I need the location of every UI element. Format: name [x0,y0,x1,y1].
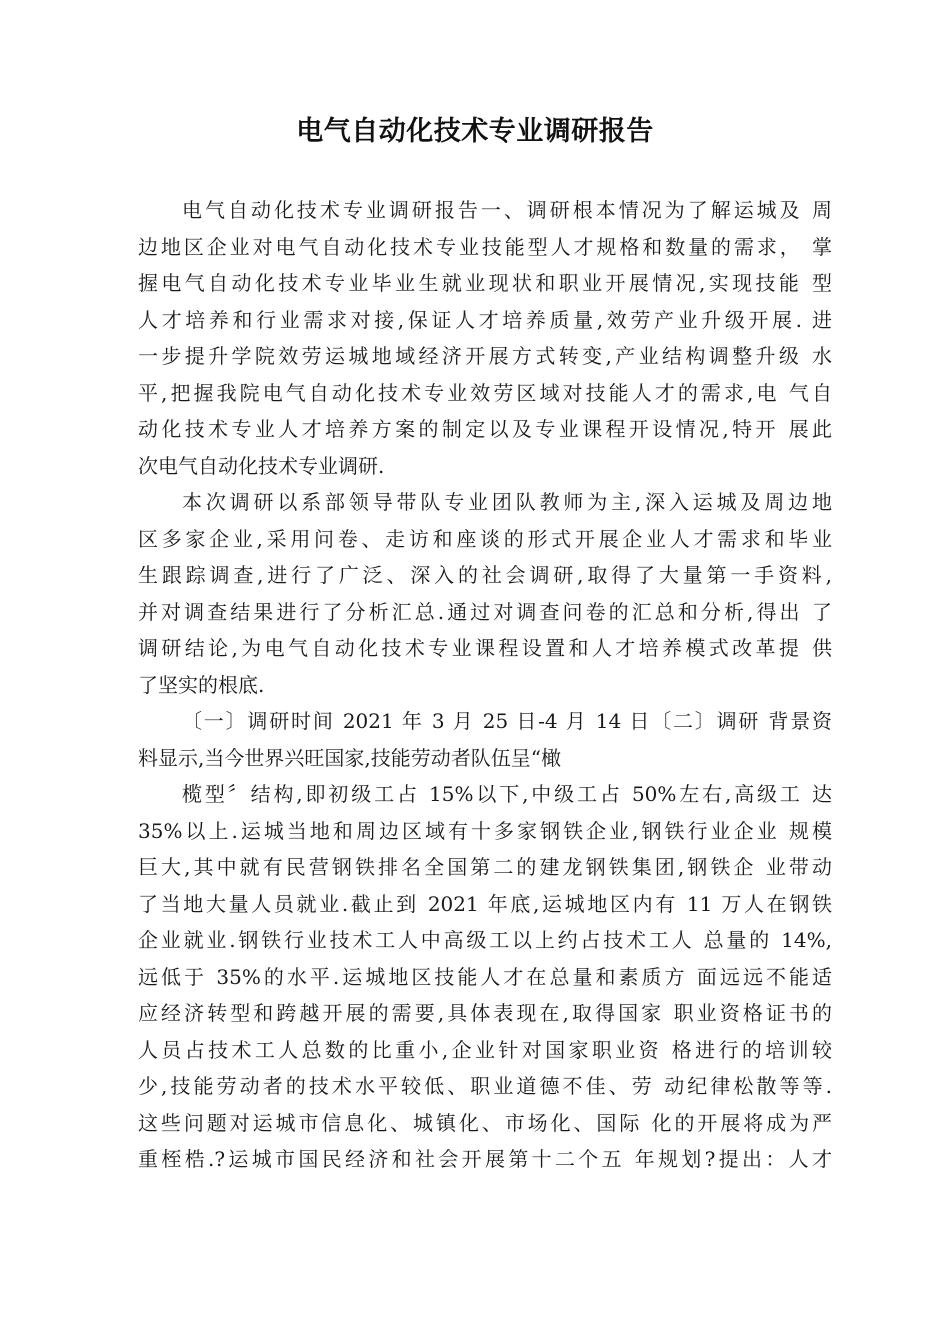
text-line: 电气自动化技术专业调研报告一、调研根本情况为了解运城及 周 [182,198,832,222]
text-line: 这些问题对运城市信息化、城镇化、市场化、国际 化的开展将成为严 [138,1110,832,1135]
document-title: 电气自动化技术专业调研报告 [296,116,654,147]
text-line: 动化技术专业人才培养方案的制定以及专业课程开设情况,特开 展此 [138,417,832,441]
text-line: 平,把握我院电气自动化技术专业效劳区域对技能人才的需求,电 气自 [138,380,832,405]
text-line: 了坚实的根底. [138,672,265,697]
text-line: 了当地大量人员就业.截止到 2021 年底,运城地区内有 11 万人在钢铁 [138,891,832,916]
document-body [138,192,832,1178]
text-line: 榄型〞结构,即初级工占 15%以下,中级工占 50%左右,高级工 达 [182,782,832,806]
text-line: 企业就业.钢铁行业技术工人中高级工以上约占技术工人 总量的 14%, [138,928,832,952]
text-line: 调研结论,为电气自动化技术专业课程设置和人才培养模式改革提 供 [138,636,832,660]
text-line: 〔一〕调研时间 2021 年 3 月 25 日-4 月 14 日〔二〕调研 背景资 [182,709,832,733]
text-line: 少,技能劳动者的技术水平较低、职业道德不佳、劳 动纪律松散等等. [138,1074,832,1098]
text-line: 远低于 35%的水平.运城地区技能人才在总量和素质方 面远远不能适 [138,964,832,989]
text-line: 握电气自动化技术专业毕业生就业现状和职业开展情况,实现技能 型 [138,271,832,295]
text-line: 次电气自动化技术专业调研. [138,453,385,478]
text-line: 人才培养和行业需求对接,保证人才培养质量,效劳产业升级开展. 进 [138,307,832,332]
text-line: 重桎梏.?运城市国民经济和社会开展第十二个五 年规划?提出：人才 [138,1147,832,1171]
text-line: 人员占技术工人总数的比重小,企业针对国家职业资 格进行的培训较 [138,1037,832,1062]
text-line: 应经济转型和跨越开展的需要,具体表现在,取得国家 职业资格证书的 [138,1001,832,1025]
text-line: 巨大,其中就有民营钢铁排名全国第二的建龙钢铁集团,钢铁企 业带动 [138,855,832,879]
text-line: 区多家企业,采用问卷、走访和座谈的形式开展企业人才需求和毕业 [138,526,832,551]
text-line: 并对调查结果进行了分析汇总.通过对调查问卷的汇总和分析,得出 了 [138,599,832,624]
text-line: 35%以上.运城当地和周边区域有十多家钢铁企业,钢铁行业企业 规模 [138,818,832,843]
text-line: 本次调研以系部领导带队专业团队教师为主,深入运城及周边地 [182,490,832,514]
text-line: 料显示,当今世界兴旺国家,技能劳动者队伍呈“橄 [138,745,561,770]
text-line: 边地区企业对电气自动化技术专业技能型人才规格和数量的需求， 掌 [138,234,832,259]
text-line: 一步提升学院效劳运城地域经济开展方式转变,产业结构调整升级 水 [138,344,832,368]
text-line: 生跟踪调查,进行了广泛、深入的社会调研,取得了大量第一手资料, [138,563,832,587]
